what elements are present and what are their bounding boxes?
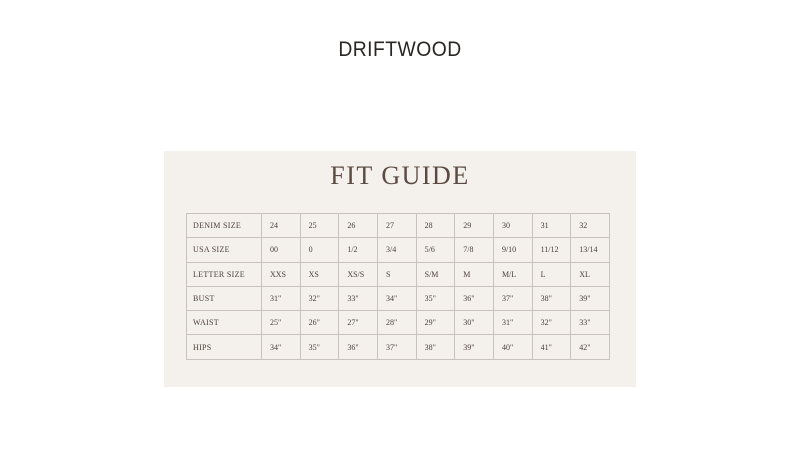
table-cell: 32" bbox=[300, 286, 339, 310]
table-cell: 24 bbox=[262, 214, 301, 238]
table-cell: 32" bbox=[532, 311, 571, 335]
table-cell: 29" bbox=[416, 311, 455, 335]
table-cell: 30 bbox=[493, 214, 532, 238]
table-cell: 29 bbox=[455, 214, 494, 238]
row-label: HIPS bbox=[187, 335, 262, 359]
table-cell: 40" bbox=[493, 335, 532, 359]
table-cell: 25 bbox=[300, 214, 339, 238]
table-cell: S/M bbox=[416, 262, 455, 286]
table-cell: 1/2 bbox=[339, 238, 378, 262]
table-cell: 9/10 bbox=[493, 238, 532, 262]
table-cell: L bbox=[532, 262, 571, 286]
table-row bbox=[187, 238, 610, 262]
row-label: LETTER SIZE bbox=[187, 262, 262, 286]
table-cell: 3/4 bbox=[377, 238, 416, 262]
table-cell: 32 bbox=[571, 214, 610, 238]
table-cell: S bbox=[377, 262, 416, 286]
table-cell: M bbox=[455, 262, 494, 286]
table-cell: XXS bbox=[262, 262, 301, 286]
table-cell: 41" bbox=[532, 335, 571, 359]
brand-logo: DRIFTWOOD bbox=[338, 38, 462, 61]
table-cell: 11/12 bbox=[532, 238, 571, 262]
table-cell: 36" bbox=[455, 286, 494, 310]
table-cell: 30" bbox=[455, 311, 494, 335]
table-row bbox=[187, 214, 610, 238]
fit-guide-title: FIT GUIDE bbox=[330, 161, 470, 190]
table-cell: 7/8 bbox=[455, 238, 494, 262]
table-cell: 37" bbox=[493, 286, 532, 310]
table-cell: 31" bbox=[262, 286, 301, 310]
row-label: USA SIZE bbox=[187, 238, 262, 262]
table-cell: XS/S bbox=[339, 262, 378, 286]
table-cell: 35" bbox=[416, 286, 455, 310]
table-cell: 13/14 bbox=[571, 238, 610, 262]
table-cell: 34" bbox=[377, 286, 416, 310]
table-cell: 31" bbox=[493, 311, 532, 335]
table-cell: M/L bbox=[493, 262, 532, 286]
table-cell: 5/6 bbox=[416, 238, 455, 262]
table-cell: 42" bbox=[571, 335, 610, 359]
table-cell: 26" bbox=[300, 311, 339, 335]
table-cell: 35" bbox=[300, 335, 339, 359]
table-row bbox=[187, 286, 610, 310]
table-cell: 25" bbox=[262, 311, 301, 335]
table-cell: 28 bbox=[416, 214, 455, 238]
table-row bbox=[187, 335, 610, 359]
table-cell: 27 bbox=[377, 214, 416, 238]
table-cell: 26 bbox=[339, 214, 378, 238]
table-cell: 36" bbox=[339, 335, 378, 359]
table-cell: 0 bbox=[300, 238, 339, 262]
table-cell: 31 bbox=[532, 214, 571, 238]
table-row bbox=[187, 311, 610, 335]
table-cell: 39" bbox=[571, 286, 610, 310]
table-cell: 38" bbox=[416, 335, 455, 359]
table-cell: 39" bbox=[455, 335, 494, 359]
table-cell: 33" bbox=[339, 286, 378, 310]
table-cell: 38" bbox=[532, 286, 571, 310]
table-cell: 27" bbox=[339, 311, 378, 335]
row-label: BUST bbox=[187, 286, 262, 310]
table-row bbox=[187, 262, 610, 286]
row-label: WAIST bbox=[187, 311, 262, 335]
size-chart-table bbox=[186, 213, 610, 360]
table-cell: 34" bbox=[262, 335, 301, 359]
row-label: DENIM SIZE bbox=[187, 214, 262, 238]
table-cell: 00 bbox=[262, 238, 301, 262]
table-cell: XS bbox=[300, 262, 339, 286]
table-cell: 28" bbox=[377, 311, 416, 335]
table-cell: 33" bbox=[571, 311, 610, 335]
table-cell: XL bbox=[571, 262, 610, 286]
table-cell: 37" bbox=[377, 335, 416, 359]
fit-guide-card bbox=[164, 151, 636, 387]
